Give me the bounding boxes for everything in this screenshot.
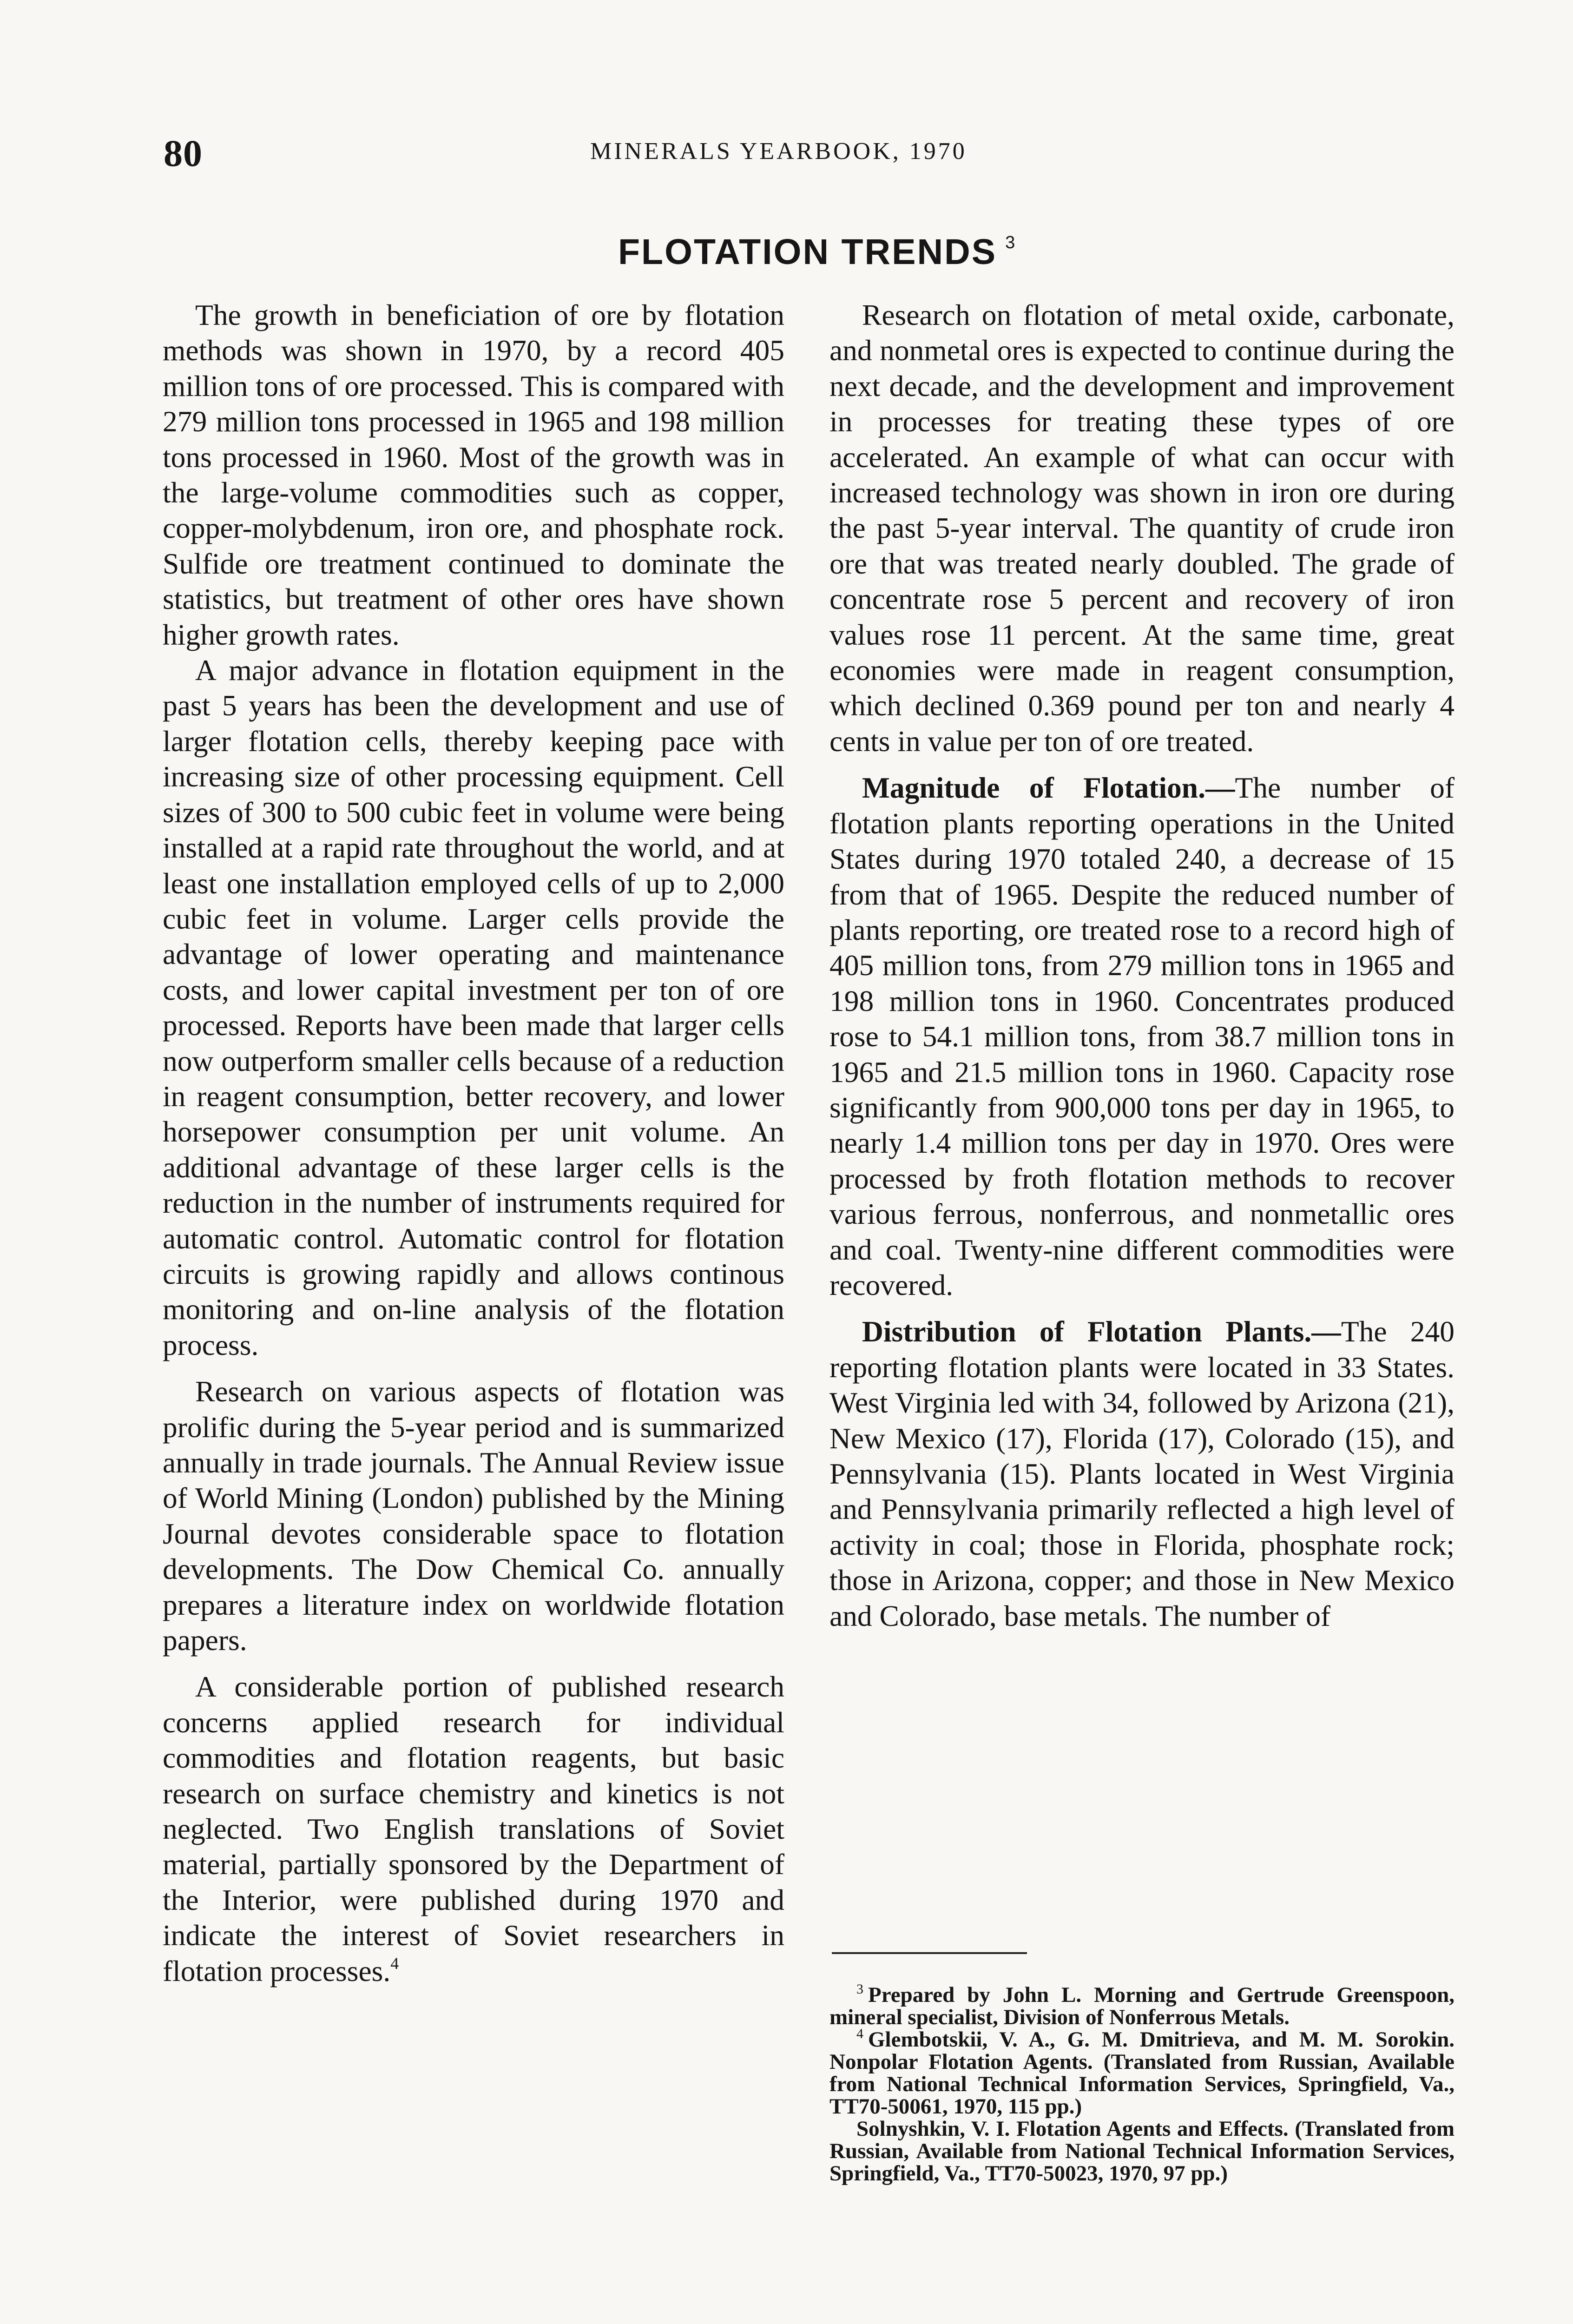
running-head: MINERALS YEARBOOK, 1970 <box>590 138 967 165</box>
left-paragraph-1: The growth in beneficiation of ore by flotation methods was shown in 1970, by a record 405 million tons of ore processed. This is compared with 279 million tons processed in 1965 and 198 million tons processed in 1960. Most of the growth was in the large-volume commodities such as copper, copper-molybdenum, iron ore, and phosphate rock. Sulfide ore treatment continued to dominate the statistics, but treatment of other ores have shown higher growth rates. <box>163 298 784 651</box>
footnote-3 <box>829 1981 1455 2029</box>
right-paragraph-3 <box>829 1314 1455 1634</box>
left-column <box>163 297 784 1989</box>
left-paragraph-4-text: A considerable portion of published research concerns applied research for individual commodities and flotation reagents, but basic research on surface chemistry and kinetics is not neglected. Two English translations of Soviet material, partially sponsored by the Department of the Interior, were published during 1970 and indicate the interest of Soviet researchers in flotation processes. <box>163 1670 784 1987</box>
section-title-text: FLOTATION TRENDS <box>618 232 997 272</box>
section-title-footnote-marker[interactable]: 3 <box>1005 233 1017 252</box>
footnote-3-text: Prepared by John L. Morning and Gertrude Greenspoon, mineral specialist, Division of Nonferrous Metals. <box>829 1983 1455 2029</box>
footnote-4b-text: Solnyshkin, V. I. Flotation Agents and Effects. (Translated from Russian, Available from National Technical Information Services, Springfield, Va., TT70-50023, 1970, 97 pp.) <box>829 2117 1455 2185</box>
footnote-4-text: Glembotskii, V. A., G. M. Dmitrieva, and M. M. Sorokin. Nonpolar Flotation Agents. (Translated from Russian, Available from National Technical Information Services, Springfield, Va., TT70-50061, 1970, 115 pp.) <box>829 2027 1455 2119</box>
footnote-4-marker: 4 <box>856 2026 863 2041</box>
left-paragraph-3: Research on various aspects of flotation was prolific during the 5-year period and is summarized annually in trade journals. The Annual Review issue of World Mining (London) published by the Mining Journal devotes considerable space to flotation developments. The Dow Chemical Co. annually prepares a literature index on worldwide flotation papers. <box>163 1375 784 1657</box>
footnote-4 <box>829 2028 1455 2118</box>
footnotes <box>829 1981 1455 2185</box>
footnote-4-reference[interactable]: 4 <box>390 1954 399 1973</box>
right-paragraph-2 <box>829 770 1455 1303</box>
magnitude-heading: Magnitude of Flotation.— <box>862 771 1235 805</box>
right-paragraph-2-text: The number of flotation plants reporting operations in the United States during 1970 totaled 240, a decrease of 15 from that of 1965. Despite the reduced number of plants reporting, ore treated rose to a record high of 405 million tons, from 279 million tons in 1965 and 198 million tons in 1960. Concentrates produced rose to 54.1 million tons, from 38.7 million tons in 1965 and 21.5 million tons in 1960. Capacity rose significantly from 900,000 tons per day in 1965, to nearly 1.4 million tons per day in 1970. Ores were processed by froth flotation methods to recover various ferrous, nonferrous, and nonmetallic ores and coal. Twenty-nine different commodities were recovered. <box>829 771 1455 1301</box>
right-paragraph-3-text: The 240 reporting flotation plants were located in 33 States. West Virginia led with 34, followed by Arizona (21), New Mexico (17), Florida (17), Colorado (15), and Pennsylvania (15). Plants located in West Virginia and Pennsylvania primarily reflected a high level of activity in coal; those in Florida, phosphate rock; those in Arizona, copper; and those in New Mexico and Colorado, base metals. The number of <box>829 1315 1455 1632</box>
footnote-divider <box>832 1952 1027 1954</box>
page-number: 80 <box>164 132 203 174</box>
footnote-3-marker: 3 <box>856 1981 863 1997</box>
left-paragraph-2: A major advance in flotation equipment in the past 5 years has been the development and use of larger flotation cells, thereby keeping pace with increasing size of other processing equipment. Cell sizes of 300 to 500 cubic feet in volume were being installed at a rapid rate throughout the world, and at least one installation employed cells of up to 2,000 cubic feet in volume. Larger cells provide the advantage of lower operating and maintenance costs, and lower capital investment per ton of ore processed. Reports have been made that larger cells now outperform smaller cells because of a reduction in reagent consumption, better recovery, and lower horsepower consumption per unit volume. An additional advantage of these larger cells is the reduction in the number of instruments required for automatic control. Automatic control for flotation circuits is growing rapidly and allows continous monitoring and on-line analysis of the flotation process. <box>163 654 784 1361</box>
section-title <box>618 231 1016 273</box>
right-paragraph-1: Research on flotation of metal oxide, carbonate, and nonmetal ores is expected to continue during the next decade, and the development and improvement in processes for treating these types of ore accelerated. An example of what can occur with increased technology was shown in iron ore during the past 5-year interval. The quantity of crude iron ore that was treated nearly doubled. The grade of concentrate rose 5 percent and recovery of iron values rose 11 percent. At the same time, great economies were made in reagent consumption, which declined 0.369 pound per ton and nearly 4 cents in value per ton of ore treated. <box>829 298 1455 758</box>
footnote-4b <box>829 2118 1455 2185</box>
distribution-heading: Distribution of Flotation Plants.— <box>862 1315 1341 1348</box>
left-paragraph-4 <box>163 1669 784 1989</box>
right-column <box>829 297 1455 1634</box>
